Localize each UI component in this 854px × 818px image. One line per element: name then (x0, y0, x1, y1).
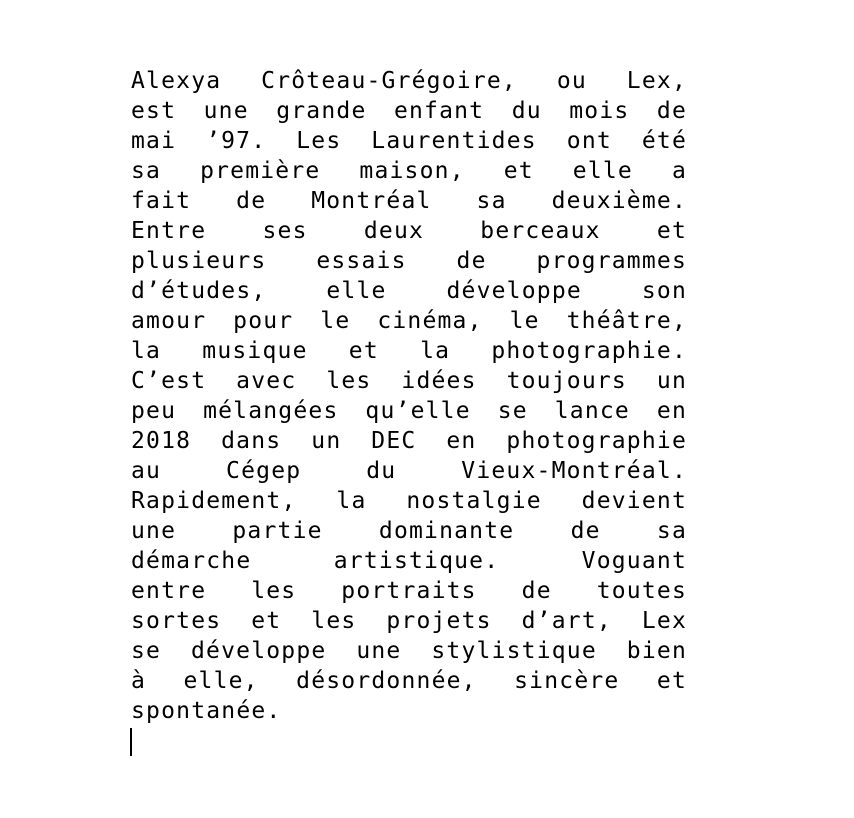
text-line: Entre ses deux berceaux et (131, 218, 687, 244)
text-line: est une grande enfant du mois de (131, 98, 687, 124)
text-line: une partie dominante de sa (131, 518, 687, 544)
biography-text[interactable] (131, 66, 687, 726)
text-line: C’est avec les idées toujours un (131, 368, 687, 394)
text-line: 2018 dans un DEC en photographie (131, 428, 687, 454)
text-cursor (130, 728, 132, 756)
text-line: mai ’97. Les Laurentides ont été (131, 128, 687, 154)
text-line: sortes et les projets d’art, Lex (131, 608, 687, 634)
text-line: fait de Montréal sa deuxième. (131, 188, 687, 214)
text-line: la musique et la photographie. (131, 338, 687, 364)
text-line: plusieurs essais de programmes (131, 248, 687, 274)
text-line: d’études, elle développe son (131, 278, 687, 304)
text-line: Rapidement, la nostalgie devient (131, 488, 687, 514)
text-line: au Cégep du Vieux-Montréal. (131, 458, 687, 484)
text-line: démarche artistique. Voguant (131, 548, 687, 574)
text-line: Alexya Crôteau-Grégoire, ou Lex, (131, 68, 687, 94)
text-line: à elle, désordonnée, sincère et (131, 668, 687, 694)
text-line: se développe une stylistique bien (131, 638, 687, 664)
text-line-last: spontanée. (131, 698, 282, 724)
text-line: entre les portraits de toutes (131, 578, 687, 604)
text-line: peu mélangées qu’elle se lance en (131, 398, 687, 424)
text-line: sa première maison, et elle a (131, 158, 687, 184)
text-line: amour pour le cinéma, le théâtre, (131, 308, 687, 334)
